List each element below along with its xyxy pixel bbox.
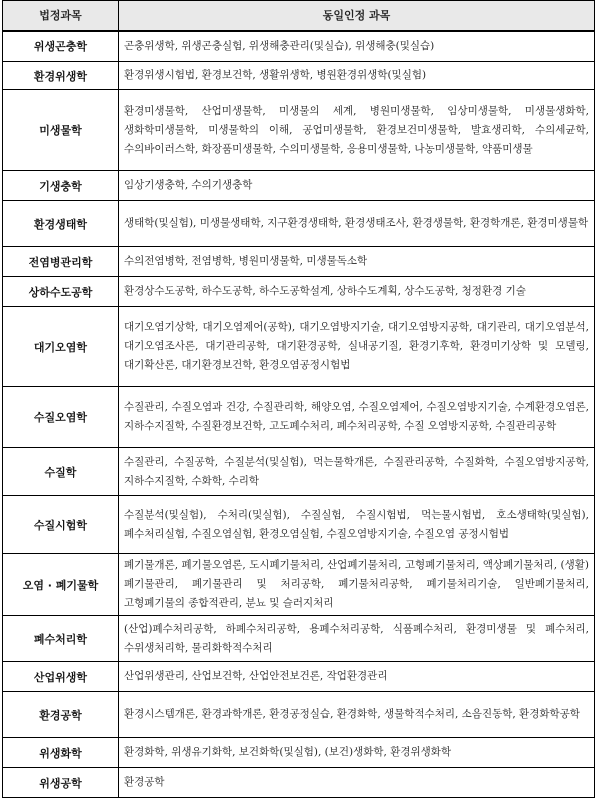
table-row xyxy=(3,448,595,496)
subject-cell: 수질시험학 xyxy=(3,496,119,554)
equivalent-courses-cell: 생태학(및실험), 미생물생태학, 지구환경생태학, 환경생태조사, 환경생물학, 환경학개론, 환경미생물학 xyxy=(119,201,595,247)
subject-cell: 환경위생학 xyxy=(3,62,119,90)
table-header-row xyxy=(3,1,595,31)
subject-cell: 수질오염학 xyxy=(3,387,119,448)
subject-cell: 대기오염학 xyxy=(3,307,119,387)
subject-cell: 미생물학 xyxy=(3,90,119,171)
table-row xyxy=(3,554,595,616)
table-row xyxy=(3,171,595,201)
table-row xyxy=(3,692,595,738)
equivalent-courses-cell: 환경화학, 위생유기화학, 보건화학(및실험), (보건)생화학, 환경위생화학 xyxy=(119,738,595,768)
subject-cell: 위생공학 xyxy=(3,768,119,798)
table-row xyxy=(3,277,595,307)
equivalent-courses-cell: 산업위생관리, 산업보건학, 산업안전보건론, 작업환경관리 xyxy=(119,662,595,692)
equivalent-courses-cell: (산업)폐수처리공학, 하폐수처리공학, 용폐수처리공학, 식품폐수처리, 환경미생물 및 폐수처리, 수위생처리학, 물리화학적수처리 xyxy=(119,616,595,662)
subject-cell: 폐수처리학 xyxy=(3,616,119,662)
subject-cell: 위생화학 xyxy=(3,738,119,768)
equivalent-courses-cell: 환경시스템개론, 환경과학개론, 환경공정실습, 환경화학, 생물학적수처리, 소음진동학, 환경화학공학 xyxy=(119,692,595,738)
equivalent-courses-cell: 환경상수도공학, 하수도공학, 하수도공학설계, 상하수도계획, 상수도공학, 청정환경 기술 xyxy=(119,277,595,307)
subject-cell: 상하수도공학 xyxy=(3,277,119,307)
table-row xyxy=(3,496,595,554)
equivalent-courses-cell: 임상기생충학, 수의기생충학 xyxy=(119,171,595,201)
subject-cell: 산업위생학 xyxy=(3,662,119,692)
equivalent-courses-cell: 수질분석(및실험), 수처리(및실험), 수질실험, 수질시험법, 먹는물시험법, 호소생태학(및실험), 폐수처리실험, 수질오염실험, 환경오염실험, 수질오염방지기술, 수질오염 공정시험법 xyxy=(119,496,595,554)
table-row xyxy=(3,616,595,662)
table-row xyxy=(3,247,595,277)
equivalent-courses-cell: 환경미생물학, 산업미생물학, 미생물의 세계, 병원미생물학, 임상미생물학, 미생물생화학, 생화학미생물학, 미생물학의 이해, 공업미생물학, 환경보건미생물학, 발효생리학, 수의세균학, 수의바이러스학, 화장품미생물학, 수의미생물학, 응용미생물학, 나농미생물학, 약품미생물 xyxy=(119,90,595,171)
subject-cell: 오염 · 폐기물학 xyxy=(3,554,119,616)
table-row xyxy=(3,662,595,692)
table-row xyxy=(3,31,595,62)
header-equivalent-courses: 동일인정 과목 xyxy=(119,1,595,31)
equivalent-courses-cell: 곤충위생학, 위생곤충실험, 위생해충관리(및실습), 위생해충(및실습) xyxy=(119,31,595,62)
subject-cell: 전염병관리학 xyxy=(3,247,119,277)
header-subject: 법정과목 xyxy=(3,1,119,31)
course-equivalence-table xyxy=(2,0,595,798)
table-row xyxy=(3,90,595,171)
equivalent-courses-cell: 수의전염병학, 전염병학, 병원미생물학, 미생물독소학 xyxy=(119,247,595,277)
table-row xyxy=(3,768,595,798)
equivalent-courses-cell: 수질관리, 수질오염과 건강, 수질관리학, 해양오염, 수질오염제어, 수질오염방지기술, 수계환경오염론, 지하수지질학, 수질환경보건학, 고도폐수처리, 폐수처리공학, 수질 오염방지공학, 수질관리공학 xyxy=(119,387,595,448)
table-row xyxy=(3,307,595,387)
subject-cell: 환경공학 xyxy=(3,692,119,738)
equivalent-courses-cell: 수질관리, 수질공학, 수질분석(및실험), 먹는물학개론, 수질관리공학, 수질화학, 수질오염방지공학, 지하수지질학, 수화학, 수리학 xyxy=(119,448,595,496)
subject-cell: 환경생태학 xyxy=(3,201,119,247)
equivalent-courses-cell: 환경위생시험법, 환경보건학, 생활위생학, 병원환경위생학(및실험) xyxy=(119,62,595,90)
subject-cell: 기생충학 xyxy=(3,171,119,201)
table-row xyxy=(3,738,595,768)
table-row xyxy=(3,201,595,247)
table-row xyxy=(3,387,595,448)
equivalent-courses-cell: 대기오염기상학, 대기오염제어(공학), 대기오염방지기술, 대기오염방지공학, 대기관리, 대기오염분석, 대기오염조사론, 대기관리공학, 대기환경공학, 실내공기질, 환경기후학, 환경미기상학 및 모델링, 대기확산론, 대기환경보건학, 환경오염공정시험법 xyxy=(119,307,595,387)
subject-cell: 위생곤충학 xyxy=(3,31,119,62)
equivalent-courses-cell: 폐기물개론, 폐기물오염론, 도시폐기물처리, 산업폐기물처리, 고형폐기물처리, 액상폐기물처리, (생활)폐기물관리, 폐기물관리 및 처리공학, 폐기물처리공학, 폐기물처리기술, 일반폐기물처리, 고형폐기물의 종합적관리, 분뇨 및 슬러지처리 xyxy=(119,554,595,616)
course-equivalence-table-wrapper xyxy=(2,0,594,798)
subject-cell: 수질학 xyxy=(3,448,119,496)
equivalent-courses-cell: 환경공학 xyxy=(119,768,595,798)
table-row xyxy=(3,62,595,90)
